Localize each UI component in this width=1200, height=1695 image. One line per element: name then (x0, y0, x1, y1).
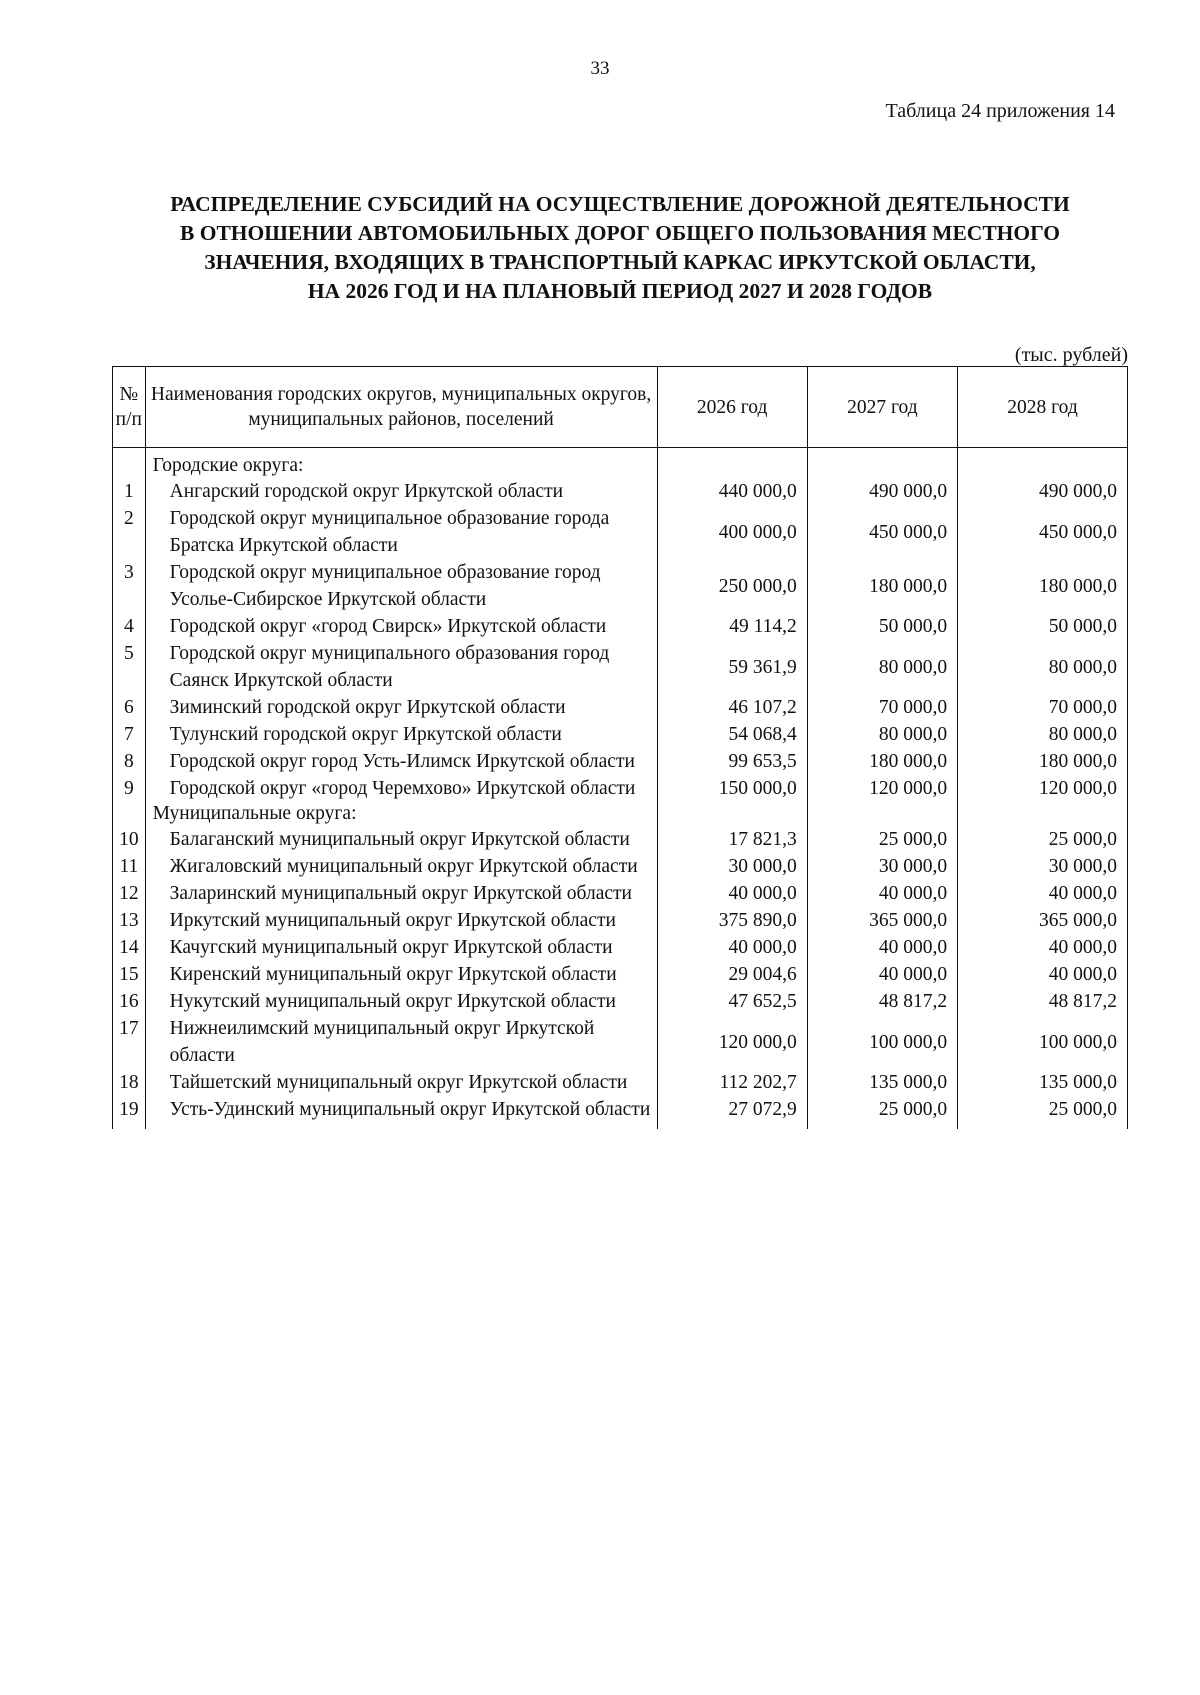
value-2026: 40 000,0 (657, 934, 807, 961)
value-2028: 70 000,0 (958, 694, 1128, 721)
value-2026: 40 000,0 (657, 880, 807, 907)
value-2028: 48 817,2 (958, 988, 1128, 1015)
value-2027: 180 000,0 (807, 559, 957, 613)
page-number: 33 (590, 58, 610, 79)
value-2028: 450 000,0 (958, 505, 1128, 559)
value-2028: 490 000,0 (958, 478, 1128, 505)
value-2027: 490 000,0 (807, 478, 957, 505)
cell-2026 (657, 448, 807, 479)
municipality-name: Иркутский муниципальный округ Иркутской области (145, 907, 657, 934)
row-number: 17 (113, 1015, 146, 1069)
value-2027: 80 000,0 (807, 721, 957, 748)
value-2027: 25 000,0 (807, 1096, 957, 1129)
group-header-row (113, 802, 1128, 826)
value-2026: 59 361,9 (657, 640, 807, 694)
units-label: (тыс. рублей) (1014, 344, 1128, 366)
value-2026: 112 202,7 (657, 1069, 807, 1096)
municipality-name: Усть-Удинский муниципальный округ Иркутской области (145, 1096, 657, 1129)
municipality-name: Жигаловский муниципальный округ Иркутской области (145, 853, 657, 880)
value-2027: 48 817,2 (807, 988, 957, 1015)
municipality-name: Киренский муниципальный округ Иркутской области (145, 961, 657, 988)
table-row (113, 559, 1128, 613)
value-2026: 27 072,9 (657, 1096, 807, 1129)
municipality-name: Качугский муниципальный округ Иркутской области (145, 934, 657, 961)
cell-2028 (958, 802, 1128, 826)
value-2027: 365 000,0 (807, 907, 957, 934)
municipality-name: Балаганский муниципальный округ Иркутской области (145, 826, 657, 853)
value-2026: 120 000,0 (657, 1015, 807, 1069)
table-row (113, 775, 1128, 802)
table-row (113, 694, 1128, 721)
municipality-name: Нижнеилимский муниципальный округ Иркутской области (145, 1015, 657, 1069)
municipality-name: Нукутский муниципальный округ Иркутской области (145, 988, 657, 1015)
municipality-name: Тулунский городской округ Иркутской области (145, 721, 657, 748)
table-row (113, 478, 1128, 505)
value-2028: 40 000,0 (958, 934, 1128, 961)
row-number: 19 (113, 1096, 146, 1129)
table-row (113, 853, 1128, 880)
group-label: Городские округа: (145, 448, 657, 479)
value-2028: 30 000,0 (958, 853, 1128, 880)
municipality-name: Зиминский городской округ Иркутской области (145, 694, 657, 721)
group-label: Муниципальные округа: (145, 802, 657, 826)
municipality-name: Городской округ «город Черемхово» Иркутской области (145, 775, 657, 802)
value-2027: 40 000,0 (807, 961, 957, 988)
value-2027: 120 000,0 (807, 775, 957, 802)
row-number: 16 (113, 988, 146, 1015)
value-2027: 100 000,0 (807, 1015, 957, 1069)
value-2026: 375 890,0 (657, 907, 807, 934)
row-number (113, 448, 146, 479)
table-body (113, 448, 1128, 1130)
row-number: 7 (113, 721, 146, 748)
value-2028: 180 000,0 (958, 559, 1128, 613)
row-number: 2 (113, 505, 146, 559)
row-number: 14 (113, 934, 146, 961)
title-line: НА 2026 ГОД И НА ПЛАНОВЫЙ ПЕРИОД 2027 И 2028 ГОДОВ (307, 279, 933, 303)
row-number: 4 (113, 613, 146, 640)
row-number: 18 (113, 1069, 146, 1096)
table-row (113, 1069, 1128, 1096)
municipality-name: Заларинский муниципальный округ Иркутской области (145, 880, 657, 907)
header-2028: 2028 год (958, 367, 1128, 448)
value-2028: 120 000,0 (958, 775, 1128, 802)
cell-2027 (807, 802, 957, 826)
value-2028: 50 000,0 (958, 613, 1128, 640)
value-2027: 80 000,0 (807, 640, 957, 694)
table-row (113, 1015, 1128, 1069)
value-2027: 135 000,0 (807, 1069, 957, 1096)
value-2027: 30 000,0 (807, 853, 957, 880)
row-number: 12 (113, 880, 146, 907)
value-2026: 99 653,5 (657, 748, 807, 775)
municipality-name: Городской округ муниципальное образование город Усолье-Сибирское Иркутской области (145, 559, 657, 613)
value-2028: 80 000,0 (958, 640, 1128, 694)
table-row (113, 505, 1128, 559)
value-2028: 180 000,0 (958, 748, 1128, 775)
value-2027: 25 000,0 (807, 826, 957, 853)
subsidy-table (112, 366, 1128, 1129)
value-2027: 50 000,0 (807, 613, 957, 640)
row-number: 11 (113, 853, 146, 880)
value-2026: 250 000,0 (657, 559, 807, 613)
row-number (113, 802, 146, 826)
value-2027: 180 000,0 (807, 748, 957, 775)
cell-2027 (807, 448, 957, 479)
value-2026: 29 004,6 (657, 961, 807, 988)
municipality-name: Городской округ муниципального образования город Саянск Иркутской области (145, 640, 657, 694)
municipality-name: Ангарский городской округ Иркутской области (145, 478, 657, 505)
value-2027: 450 000,0 (807, 505, 957, 559)
header-2026: 2026 год (657, 367, 807, 448)
value-2026: 54 068,4 (657, 721, 807, 748)
value-2026: 49 114,2 (657, 613, 807, 640)
row-number: 3 (113, 559, 146, 613)
municipality-name: Городской округ город Усть-Илимск Иркутской области (145, 748, 657, 775)
value-2027: 40 000,0 (807, 934, 957, 961)
value-2028: 80 000,0 (958, 721, 1128, 748)
row-number: 13 (113, 907, 146, 934)
table-annex-label: Таблица 24 приложения 14 (885, 100, 1115, 122)
value-2028: 25 000,0 (958, 1096, 1128, 1129)
municipality-name: Тайшетский муниципальный округ Иркутской области (145, 1069, 657, 1096)
row-number: 15 (113, 961, 146, 988)
title-line: В ОТНОШЕНИИ АВТОМОБИЛЬНЫХ ДОРОГ ОБЩЕГО ПОЛЬЗОВАНИЯ МЕСТНОГО (180, 221, 1060, 245)
row-number: 8 (113, 748, 146, 775)
row-number: 10 (113, 826, 146, 853)
document-title (120, 190, 1120, 306)
value-2028: 25 000,0 (958, 826, 1128, 853)
value-2026: 17 821,3 (657, 826, 807, 853)
value-2027: 70 000,0 (807, 694, 957, 721)
table-row (113, 880, 1128, 907)
value-2026: 150 000,0 (657, 775, 807, 802)
municipality-name: Городской округ муниципальное образование города Братска Иркутской области (145, 505, 657, 559)
value-2026: 400 000,0 (657, 505, 807, 559)
table-row (113, 640, 1128, 694)
table-row (113, 934, 1128, 961)
value-2028: 135 000,0 (958, 1069, 1128, 1096)
table-row (113, 1096, 1128, 1129)
row-number: 6 (113, 694, 146, 721)
row-number: 1 (113, 478, 146, 505)
table-row (113, 613, 1128, 640)
value-2026: 30 000,0 (657, 853, 807, 880)
value-2028: 100 000,0 (958, 1015, 1128, 1069)
table-row (113, 826, 1128, 853)
title-line: ЗНАЧЕНИЯ, ВХОДЯЩИХ В ТРАНСПОРТНЫЙ КАРКАС ИРКУТСКОЙ ОБЛАСТИ, (204, 250, 1036, 274)
row-number: 5 (113, 640, 146, 694)
title-line: РАСПРЕДЕЛЕНИЕ СУБСИДИЙ НА ОСУЩЕСТВЛЕНИЕ ДОРОЖНОЙ ДЕЯТЕЛЬНОСТИ (170, 192, 1070, 216)
table-row (113, 988, 1128, 1015)
table-header-row (113, 367, 1128, 448)
value-2026: 47 652,5 (657, 988, 807, 1015)
table-row (113, 748, 1128, 775)
header-name: Наименования городских округов, муниципальных округов, муниципальных районов, поселений (145, 367, 657, 448)
value-2028: 40 000,0 (958, 961, 1128, 988)
municipality-name: Городской округ «город Свирск» Иркутской области (145, 613, 657, 640)
value-2028: 365 000,0 (958, 907, 1128, 934)
row-number: 9 (113, 775, 146, 802)
header-number: № п/п (113, 367, 146, 448)
value-2028: 40 000,0 (958, 880, 1128, 907)
header-2027: 2027 год (807, 367, 957, 448)
cell-2028 (958, 448, 1128, 479)
table-row (113, 721, 1128, 748)
value-2027: 40 000,0 (807, 880, 957, 907)
value-2026: 440 000,0 (657, 478, 807, 505)
table-row (113, 961, 1128, 988)
value-2026: 46 107,2 (657, 694, 807, 721)
cell-2026 (657, 802, 807, 826)
group-header-row (113, 448, 1128, 479)
table-row (113, 907, 1128, 934)
